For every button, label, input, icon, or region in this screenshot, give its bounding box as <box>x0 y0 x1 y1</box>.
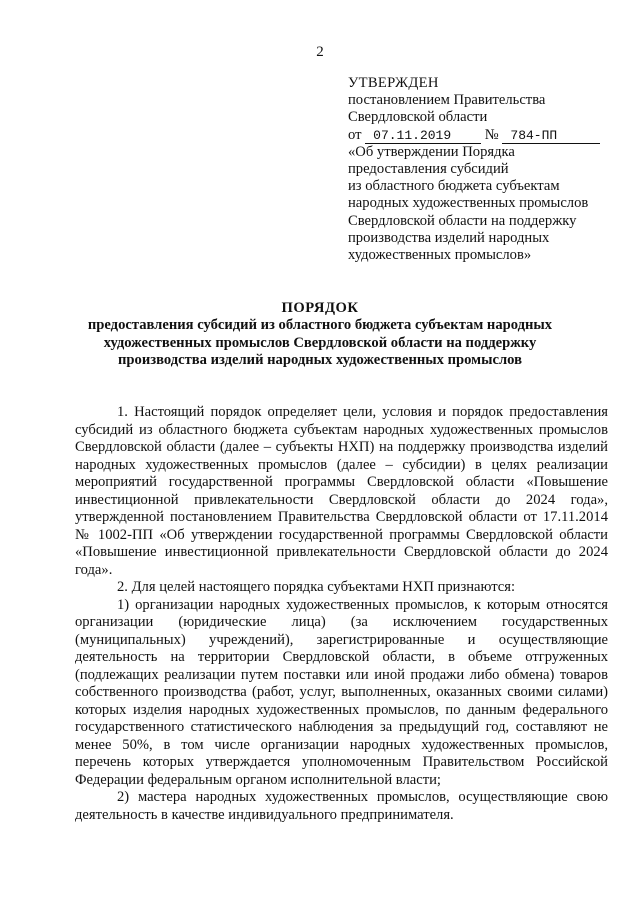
document-body <box>75 404 608 824</box>
approval-heading: УТВЕРЖДЕН <box>348 75 439 91</box>
paragraph: 2. Для целей настоящего порядка субъектами НХП признаются: <box>117 579 516 595</box>
document-title-block <box>0 300 640 370</box>
approval-line: постановлением Правительства <box>348 92 546 109</box>
decree-date: 07.11.2019 <box>365 129 481 144</box>
from-label: от <box>348 126 362 143</box>
document-subtitle-line: производства изделий народных художественных промыслов <box>118 352 522 369</box>
approval-subject-line: художественных промыслов» <box>348 247 532 264</box>
paragraph: 1. Настоящий порядок определяет цели, условия и порядок предоставления субсидий из областного бюджета субъектам народных художественных промыслов Свердловской области (далее – субъекты НХП) на поддержку производства изделий народных художественных промыслов (далее – субсидии) в целях реализации мероприятий государственной программы Свердловской области «Повышение инвестиционной привлекательности Свердловской области до 2024 года», утвержденной постановлением Правительства Свердловской области от 17.11.2014 № 1002-ПП «Об утверждении государственной программы Свердловской области «Повышение инвестиционной привлекательности Свердловской области до 2024 года». <box>75 404 608 578</box>
paragraph: 1) организации народных художественных промыслов, к которым относятся организации (юридические лица) (за исключением государственных (муниципальных) учреждений), зарегистрированные и осуществляющие деятельность на территории Свердловской области, в объеме отгруженных (подлежащих реализации путем поставки или иной продажи либо обмена) товаров собственного производства (работ, услуг, выполненных, оказанных своими силами) которых изделия народных художественных промыслов, по данным федерального государственного статистического наблюдения за предыдущий год, составляют не менее 50%, в том числе организации народных художественных промыслов, перечень которых утверждается уполномоченным Правительством Российской Федерации федеральным органом исполнительной власти; <box>75 596 608 788</box>
document-title: ПОРЯДОК <box>281 300 359 316</box>
approval-subject-line: Свердловской области на поддержку <box>348 212 577 229</box>
number-label: № <box>484 126 499 143</box>
approval-subject-line: производства изделий народных <box>348 229 550 246</box>
document-subtitle-line: художественных промыслов Свердловской области на поддержку <box>103 334 537 351</box>
approval-subject-line: народных художественных промыслов <box>348 195 589 212</box>
approval-subject-line: предоставления субсидий <box>348 161 509 178</box>
approval-line: Свердловской области <box>348 109 488 126</box>
paragraph: 2) мастера народных художественных промыслов, осуществляющие свою деятельность в качестве индивидуального предпринимателя. <box>75 789 608 823</box>
approval-subject-line: «Об утверждении Порядка <box>348 143 515 160</box>
page-number: 2 <box>316 44 324 60</box>
approval-stamp-block <box>348 75 618 264</box>
document-subtitle-line: предоставления субсидий из областного бюджета субъектам народных <box>87 317 553 334</box>
approval-date-number-line <box>348 127 618 144</box>
decree-number: 784-ПП <box>502 129 600 144</box>
approval-subject-line: из областного бюджета субъектам <box>348 178 560 195</box>
